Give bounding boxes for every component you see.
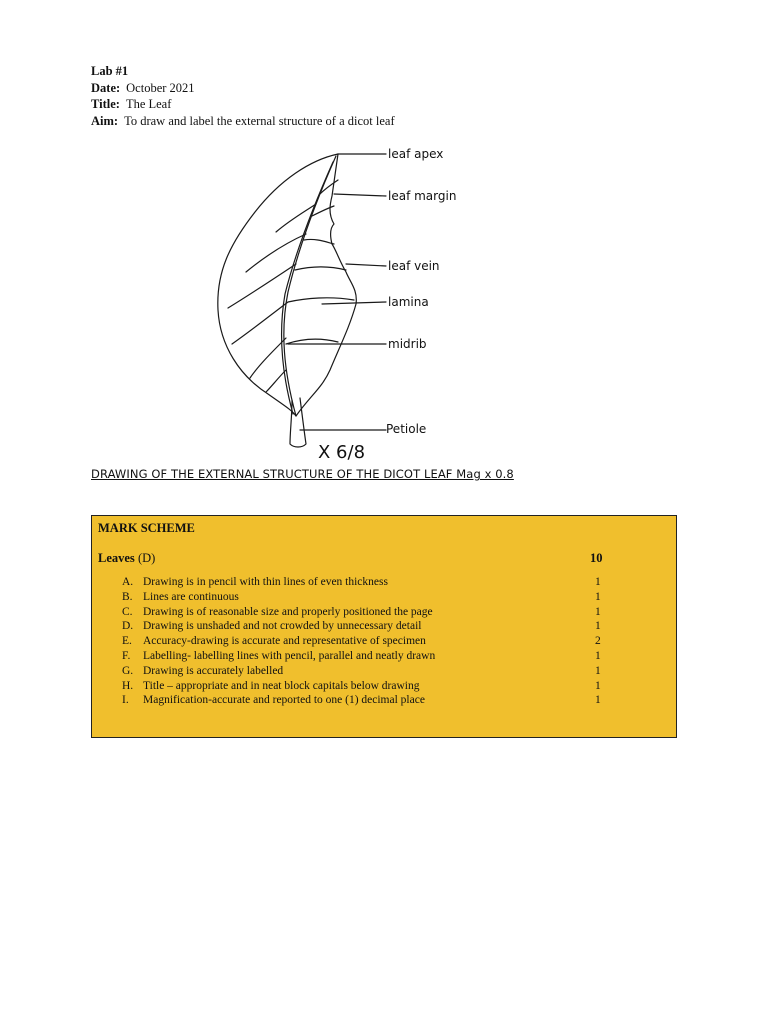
criterion-letter: B. (122, 590, 133, 603)
leaf-vein (250, 338, 286, 378)
label-line-vein (346, 264, 386, 266)
criterion-letter: I. (122, 694, 129, 707)
aim-label: Aim: (91, 113, 119, 128)
criterion-row (92, 605, 678, 620)
leaf-vein (295, 267, 346, 270)
criterion-letter: G. (122, 664, 134, 677)
criterion-row (92, 575, 678, 590)
criterion-text: Title – appropriate and in neat block capitals below drawing (143, 679, 420, 692)
criterion-mark: 1 (595, 590, 601, 603)
label-leaf-vein: leaf vein (388, 259, 440, 273)
lab-number: Lab #1 (91, 64, 129, 78)
criterion-mark: 2 (595, 635, 601, 648)
label-line-lamina (322, 302, 386, 304)
leaf-vein (232, 302, 288, 344)
criterion-row (92, 679, 678, 694)
criterion-text: Drawing is unshaded and not crowded by unnecessary detail (143, 620, 422, 633)
leaf-drawing-svg (200, 132, 480, 462)
lab-header (91, 63, 395, 129)
title-label: Title: (91, 97, 120, 111)
leaves-section-label (98, 551, 155, 566)
label-petiole: Petiole (386, 422, 427, 436)
leaf-vein (286, 339, 338, 344)
criterion-mark: 1 (595, 576, 601, 588)
label-leaf-apex: leaf apex (388, 147, 444, 161)
criterion-mark: 1 (595, 649, 601, 662)
criterion-letter: C. (122, 605, 133, 618)
criterion-letter: A. (122, 576, 134, 588)
title-value: The Leaf (125, 97, 172, 111)
criterion-text: Labelling- labelling lines with pencil, parallel and neatly drawn (143, 649, 436, 662)
criterion-text: Drawing is of reasonable size and properly positioned the page (143, 605, 433, 618)
label-lamina: lamina (388, 295, 429, 309)
date-row (91, 80, 395, 97)
leaf-midrib (284, 156, 336, 416)
leaf-vein (304, 239, 334, 244)
label-midrib: midrib (388, 337, 427, 351)
date-label: Date: (91, 80, 121, 95)
criterion-letter: D. (122, 620, 134, 633)
aim-row (91, 113, 395, 130)
criterion-text: Lines are continuous (143, 590, 239, 603)
criterion-letter: H. (122, 679, 134, 692)
criterion-mark: 1 (595, 605, 601, 618)
lab-number-row (91, 63, 395, 80)
leaf-drawing (200, 132, 480, 462)
criterion-row (92, 693, 678, 708)
criterion-mark: 1 (595, 679, 601, 692)
criterion-mark: 1 (595, 664, 601, 677)
leaves-label: Leaves (98, 551, 135, 565)
drawing-caption: DRAWING OF THE EXTERNAL STRUCTURE OF THE DICOT LEAF Mag x 0.8 (91, 467, 514, 481)
criterion-letter: E. (122, 635, 132, 648)
criterion-text: Magnification-accurate and reported to one (1) decimal place (143, 694, 425, 707)
criterion-row (92, 590, 678, 605)
criterion-mark: 1 (595, 694, 601, 707)
criterion-text: Drawing is in pencil with thin lines of even thickness (143, 576, 388, 588)
leaf-vein (266, 370, 286, 392)
magnification-note: X 6/8 (318, 442, 366, 462)
criterion-text: Accuracy-drawing is accurate and representative of specimen (143, 635, 426, 648)
aim-value: To draw and label the external structure of a dicot leaf (124, 113, 395, 128)
criterion-mark: 1 (595, 620, 601, 633)
label-leaf-margin: leaf margin (388, 189, 457, 203)
title-row (91, 96, 395, 113)
label-line-margin (334, 194, 386, 196)
criterion-row (92, 634, 678, 649)
leaves-code: (D) (137, 551, 156, 565)
criteria-list (92, 575, 678, 708)
criterion-row (92, 619, 678, 634)
mark-scheme-title: MARK SCHEME (98, 521, 195, 535)
date-value: October 2021 (126, 80, 195, 95)
criterion-row (92, 664, 678, 679)
leaf-vein (288, 298, 354, 302)
leaves-total-marks: 10 (590, 551, 603, 565)
criterion-text: Drawing is accurately labelled (143, 664, 284, 677)
criterion-row (92, 649, 678, 664)
criterion-letter: F. (122, 649, 131, 662)
mark-scheme-box (91, 515, 677, 738)
